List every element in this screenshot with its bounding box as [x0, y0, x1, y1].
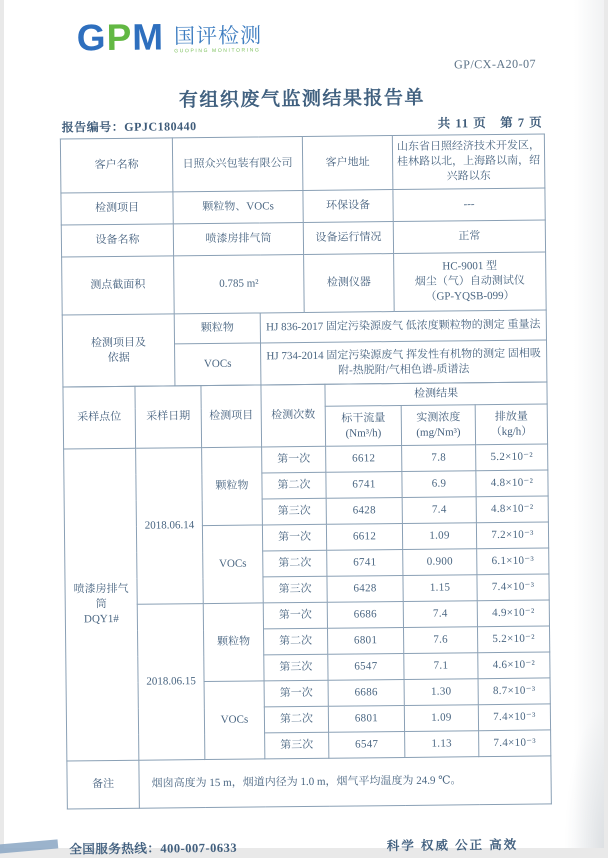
basis-item-pm: 颗粒物 — [174, 313, 260, 344]
emission-cell: 4.8×10⁻² — [476, 470, 548, 497]
col-header-emission: 排放量 （kg/h） — [475, 404, 547, 445]
item-cell-vocs-0615: VOCs — [204, 681, 265, 760]
device-status-value: 正常 — [393, 220, 545, 254]
instrument-value: HC-9001 型 烟尘（气）自动测试仪 （GP-YQSB-099） — [394, 252, 547, 312]
emission-cell: 4.8×10⁻² — [476, 496, 548, 523]
run-cell: 第三次 — [263, 576, 327, 603]
conc-cell: 7.4 — [402, 497, 476, 524]
basis-method-vocs: HJ 734-2014 固定污染源废气 挥发性有机物的测定 固相吸附-热脱附/气相色谱-质谱法 — [261, 340, 547, 385]
run-cell: 第二次 — [264, 706, 328, 733]
info-table — [60, 133, 548, 387]
device-status-label: 设备运行情况 — [303, 222, 393, 255]
run-cell: 第三次 — [264, 654, 328, 681]
run-cell: 第三次 — [262, 498, 326, 525]
test-items-value: 颗粒物、VOCs — [173, 191, 303, 224]
item-cell-vocs-0614: VOCs — [202, 525, 263, 604]
report-meta-row — [62, 112, 543, 135]
gpm-logo — [77, 13, 544, 58]
flow-cell: 6741 — [327, 549, 403, 576]
conc-cell: 1.13 — [405, 731, 479, 758]
env-equipment-label: 环保设备 — [303, 190, 393, 223]
emission-cell: 6.1×10⁻³ — [477, 548, 549, 575]
flow-cell: 6612 — [326, 523, 402, 550]
date-cell-0615: 2018.06.15 — [137, 604, 205, 761]
basis-item-vocs: VOCs — [175, 343, 261, 386]
conc-cell: 6.9 — [402, 471, 476, 498]
emission-cell: 5.2×10⁻² — [476, 444, 548, 471]
document-code: GP/CX-A20-07 — [454, 56, 537, 72]
flow-cell: 6612 — [326, 445, 402, 472]
date-cell-0614: 2018.06.14 — [136, 448, 204, 605]
conc-cell: 7.6 — [403, 627, 477, 654]
item-cell-pm-0614: 颗粒物 — [202, 447, 263, 526]
remark-value: 烟囱高度为 15 m，烟道内径为 1.0 m，烟气平均温度为 24.9 ℃。 — [139, 756, 551, 808]
conc-cell: 1.09 — [402, 523, 476, 550]
col-header-flow: 标干流量 (Nm³/h) — [325, 405, 401, 446]
scanned-report-page — [4, 0, 604, 857]
logo-wordmark — [174, 25, 262, 57]
conc-cell: 7.4 — [403, 601, 477, 628]
run-cell: 第一次 — [262, 524, 326, 551]
col-header-item: 检测项目 — [201, 385, 262, 448]
logo-english-name: GUOPING MONITORING — [174, 47, 261, 55]
basis-method-pm: HJ 836-2017 固定污染源废气 低浓度颗粒物的测定 重量法 — [260, 310, 546, 343]
flow-cell: 6801 — [327, 627, 403, 654]
report-number-value: GPJC180440 — [124, 119, 197, 134]
col-header-concentration: 实测浓度 (mg/Nm³) — [401, 405, 475, 446]
flow-cell: 6741 — [326, 471, 402, 498]
emission-cell: 4.6×10⁻² — [478, 652, 550, 679]
device-name-value: 喷漆房排气筒 — [173, 223, 303, 256]
run-cell: 第一次 — [264, 680, 328, 707]
section-area-value: 0.785 m² — [174, 254, 305, 313]
report-number — [62, 117, 197, 135]
conc-cell: 7.1 — [404, 653, 478, 680]
info-row-client — [60, 134, 545, 193]
conc-cell: 1.30 — [404, 679, 478, 706]
info-row-section-area — [62, 252, 547, 315]
client-name-value: 日照众兴包装有限公司 — [172, 137, 303, 192]
col-header-site: 采样点位 — [63, 386, 136, 449]
run-cell: 第二次 — [263, 550, 327, 577]
logo-letter-g: G — [76, 17, 107, 59]
logo-letter-m: M — [132, 16, 165, 58]
flow-cell: 6547 — [329, 731, 405, 758]
scan-edge-shadow — [564, 708, 604, 848]
emission-cell: 4.9×10⁻² — [477, 600, 549, 627]
gpm-logo-letters — [77, 17, 165, 58]
col-header-run: 检测次数 — [261, 384, 326, 447]
instrument-label: 检测仪器 — [304, 254, 395, 313]
emission-cell: 7.4×10⁻³ — [479, 730, 551, 757]
company-slogan: 科学 权威 公正 高效 — [386, 837, 519, 854]
emission-cell: 8.7×10⁻³ — [478, 678, 550, 705]
remark-label: 备注 — [67, 760, 139, 809]
item-cell-pm-0615: 颗粒物 — [203, 603, 264, 682]
run-cell: 第二次 — [264, 628, 328, 655]
logo-chinese-name: 国评检测 — [173, 24, 263, 49]
run-cell: 第二次 — [262, 472, 326, 499]
flow-cell: 6686 — [328, 679, 404, 706]
conc-cell: 7.8 — [402, 445, 476, 472]
run-cell: 第一次 — [263, 602, 327, 629]
client-name-label: 客户名称 — [60, 138, 173, 193]
report-number-label: 报告编号： — [61, 119, 125, 135]
service-hotline: 全国服务热线：400-007-0633 — [69, 840, 238, 857]
run-cell: 第三次 — [265, 732, 329, 759]
remark-row — [67, 756, 551, 809]
report-title: 有组织废气监测结果报告单 — [178, 87, 426, 112]
env-equipment-value: --- — [393, 188, 545, 222]
conc-cell: 0.900 — [403, 549, 477, 576]
emission-cell: 7.4×10⁻³ — [477, 574, 549, 601]
emission-cell: 5.2×10⁻² — [477, 626, 549, 653]
flow-cell: 6428 — [326, 497, 402, 524]
col-header-result-group: 检测结果 — [325, 382, 547, 406]
page-count: 共 11 页 第 7 页 — [437, 115, 543, 131]
info-row-items — [61, 188, 545, 225]
sampling-site-cell: 喷漆房排气筒 DQY1# — [64, 448, 139, 761]
results-table — [62, 381, 551, 809]
emission-cell: 7.2×10⁻³ — [476, 522, 548, 549]
flow-cell: 6801 — [328, 705, 404, 732]
run-cell: 第一次 — [262, 446, 326, 473]
emission-cell: 7.4×10⁻³ — [478, 704, 550, 731]
flow-cell: 6428 — [327, 575, 403, 602]
flow-cell: 6686 — [327, 601, 403, 628]
flow-cell: 6547 — [328, 653, 404, 680]
test-items-label: 检测项目 — [61, 192, 173, 225]
logo-letter-p: P — [106, 16, 133, 59]
basis-label: 检测项目及 依据 — [62, 314, 175, 387]
info-row-device — [61, 220, 545, 257]
section-area-label: 测点截面积 — [62, 256, 175, 315]
brand-header — [77, 13, 545, 70]
conc-cell: 1.09 — [404, 705, 478, 732]
col-header-date: 采样日期 — [135, 386, 202, 449]
page-footer — [69, 834, 550, 857]
device-name-label: 设备名称 — [61, 224, 173, 257]
client-address-value: 山东省日照经济技术开发区，桂林路以北，上海路以南，绍兴路以东 — [392, 134, 545, 190]
client-address-label: 客户地址 — [302, 136, 393, 191]
conc-cell: 1.15 — [403, 575, 477, 602]
